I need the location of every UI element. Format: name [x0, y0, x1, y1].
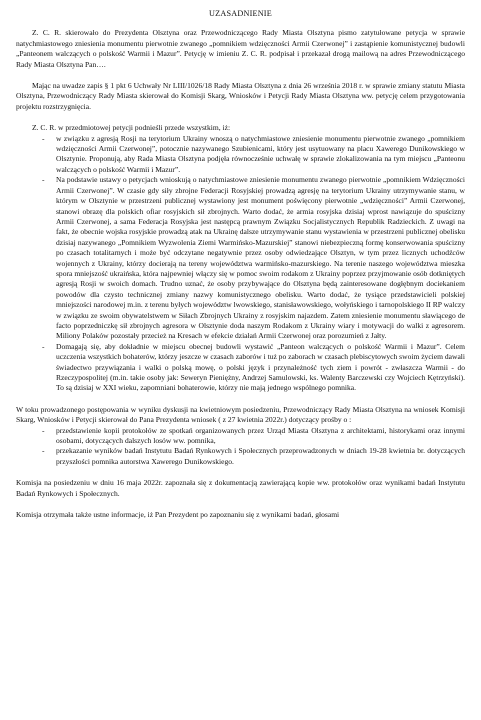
- list-item: - w związku z agresją Rosji na terytorium Ukrainy wnoszą o natychmiastowe zniesienie monumentu pierwotnie zwanego „pomnikiem wdzięczności Armii Czerwonej”, potocznie nazywanego Szubienicami, który jest usytuowany na placu Xawerego Dunikowskiego w Olsztynie. Proponują, aby Rada Miasta Olsztyna podjęła równocześnie uchwałę w sprawie zlokalizowania na tym miejscu „Panteonu walczących o polskość Warmii i Mazur”.: [42, 133, 465, 174]
- paragraph-petition-claims: Z. C. R. w przedmiotowej petycji podnieśli przede wszystkim, iż:: [32, 123, 231, 133]
- document-title: UZASADNIENIE: [209, 9, 272, 18]
- list-item: - Domagają się, aby dokładnie w miejscu obecnej budowli wystawić „Panteon walczących o polskość Warmii i Mazur”. Celem uczczenia wszystkich bohaterów, którzy jeszcze w czasach zaborów i tuż po zaborach w czasach plebiscytowych swoim życiem dawali świadectwo przywiązania i walki o polską mowę, o polski język i przynależność tych ziem i powrót - zwłaszcza Warmii - do Rzeczypospolitej (m.in. takie osoby jak: Seweryn Pieniężny, Andrzej Samulowski, ks. Walenty Barczewski czy Wojciech Kętrzyński). To są dzisiaj w XXI wieku, zapomniani bohaterowie, którzy nie mają jednego wspólnego pomnika.: [42, 341, 465, 393]
- request-list: [42, 426, 465, 468]
- paragraph-legal-basis: Mając na uwadze zapis § 1 pkt 6 Uchwały Nr LIII/1026/18 Rady Miasta Olsztyna z dnia 26 września 2018 r. w sprawie zmiany statutu Miasta Olsztyna, Przewodniczący Rady Miasta skierował do Komisji Skarg, Wniosków i Petycji Rady Miasta Olsztyna ww. petycję celem przygotowania projektu rozstrzygnięcia.: [16, 81, 465, 111]
- paragraph-proceedings: W toku prowadzonego postępowania w wyniku dyskusji na kwietniowym posiedzeniu, Przewodniczący Rady Miasta Olsztyna na wniosek Komisji Skarg, Wniosków i Petycji skierował do Pana Prezydenta wniosek ( z 27 kwietnia 2022r.) dotyczący prośby o :: [16, 404, 465, 425]
- list-item: - przekazanie wyników badań Instytutu Badań Rynkowych i Społecznych przeprowadzonych w dniach 19-28 kwietnia br. dotyczących przyszłości pomnika autorstwa Xawerego Dunikowskiego.: [42, 446, 465, 466]
- list-item: - Na podstawie ustawy o petycjach wnioskują o natychmiastowe zniesienie monumentu zwanego pierwotnie „pomnikiem Wdzięczności Armii Czerwonej”. W czasie gdy siły zbrojne Federacji Rosyjskiej prowadzą agresję na terytorium Ukrainy utrzymywanie stanu, w którym w Olsztynie w przestrzeni publicznej wystawiony jest monument poświęcony pierwotnie „wdzięczności” Armii Czerwonej, stanowi obrazę dla polskich ofiar rosyjskich sił zbrojnych. Warto dodać, że armia rosyjska dzisiaj wprost nawiązuje do spuścizny Armii Czerwonej, a sama Federacja Rosyjska jest następcą prawnym Związku Socjalistycznych Republik Radzieckich. Z uwagi na fakt, że obecnie wojska rosyjskie prowadzą atak na Ukrainę dalsze utrzymywanie stanu wystawienia w przestrzeni publicznej obelisku dzisiaj nazywanego „Pomnikiem Wyzwolenia Ziemi Warmińsko-Mazurskiej” stanowi niebezpieczną formę konserwowania spuścizny po czasach totalitarnych i może być odczytane negatywnie przez osoby odwiedzające Olsztyn, w tym przez licznych uchodźców wojennych z Ukrainy, którzy docierają na tereny województwa warmińsko-mazurskiego. Na terenie naszego województwa mieszka spora mniejszość ukraińska, która najpewniej włączy się w pomoc swoim rodakom z Ukrainy poprzez przyjmowanie osób dotkniętych agresją Rosji w swoich domach. Trudno uznać, że osoby przybywające do Olsztyna będą zainteresowane dogłębnym dociekaniem powodów dla czysto technicznej zmiany nazwy komunistycznego obelisku. Warto dodać, że tysiące przedstawicieli polskiej mniejszości narodowej m.in. z terenu byłych województw lwowskiego, stanisławowskiego, wołyńskiego i tarnopolskiego II RP walczy w związku ze swoim obywatelstwem w Siłach Zbrojnych Ukrainy z rosyjskim najazdem. Zatem zniesienie monumentu sławiącego de facto poprzedniczkę sił zbrojnych agresora w Olsztynie doda naszym Rodakom z Ukrainy wiary i motywacji do walki z agresorem. Miliony Polaków pozostały przecież na Kresach w efekcie działań Armii Czerwonej oraz porozumień z Jałty.: [42, 175, 465, 341]
- list-item: - przedstawienie kopii protokołów ze spotkań organizowanych przez Urząd Miasta Olsztyna z architektami, historykami oraz innymi osobami, dotyczących dalszych losów ww. pomnika,: [42, 425, 465, 446]
- petition-claims-list: [42, 134, 465, 394]
- paragraph-intro: Z. C. R. skierowało do Prezydenta Olsztyna oraz Przewodniczącego Rady Miasta Olsztyna pismo zatytułowane petycja w sprawie natychmiastowego zniesienia monumentu pierwotnie zwanego „pomnikiem wdzięczności Armii Czerwonej” i zastąpienie komunistycznej budowli „Panteonem walczących o polskość Warmii i Mazur”. Petycję w imieniu Z. C. R. podpisał i przekazał drogą mailową na adres Przewodniczącego Rady Miasta Olsztyna Pan….: [16, 28, 465, 69]
- paragraph-oral-information: Komisja otrzymała także ustne informacje, iż Pan Prezydent po zapoznaniu się z wynikami badań, głosami: [16, 510, 340, 520]
- paragraph-commission-meeting: Komisja na posiedzeniu w dniu 16 maja 2022r. zapoznała się z dokumentacją zawierającą kopie ww. protokołów oraz wynikami badań Instytutu Badań Rynkowych i Społecznych.: [16, 478, 465, 498]
